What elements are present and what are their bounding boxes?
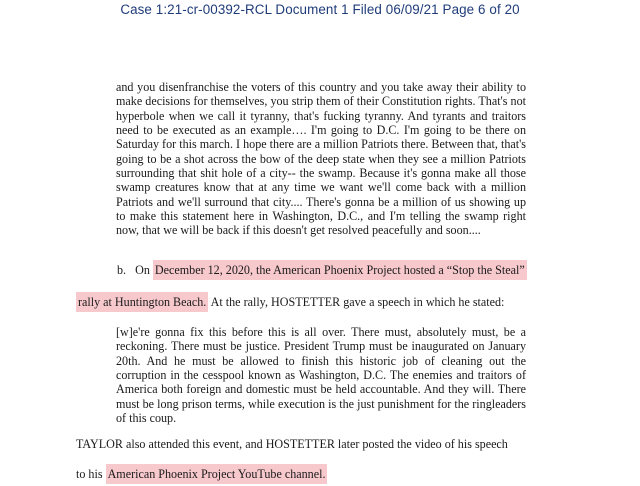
closing-line-2 xyxy=(76,467,327,482)
paragraph-b-line-1 xyxy=(117,263,527,278)
highlight-rally-location: rally at Huntington Beach. xyxy=(76,292,208,312)
block-quote-1-text: and you disenfranchise the voters of this country and you take away their ability to make decisions for themselves, you strip them of their Constitution rights. That's not hyperbole when we call it tyranny, that's fucking tyranny. And tyrants and traitors need to be executed as an example…. I'm going to D.C. I'm going to be there on Saturday for this march. I hope there are a million Patriots there. Between that, that's going to be a shot across the bow of the deep state when they see a million Patriots surrounding that shit hole of a city-- the swamp. Because it's gonna make all those swamp creatures know that at any time we want we'll come back with a million Patriots and we'll surround that city.... There's gonna be a million of us showing up to make this statement here in Washington, D.C., and I'm telling the swamp right now, that we will be back if this doesn't get resolved peacefully and soon.... xyxy=(116,80,526,238)
block-quote-2-text: [w]e're gonna fix this before this is all over. There must, absolutely must, be a reckoning. There must be justice. President Trump must be inaugurated on January 20th. And he must be allowed to finish this historic job of cleaning out the corruption in the cesspool known as Washington, D.C. The enemies and traitors of America both foreign and domestic must be held accountable. And they will. There must be long prison terms, while execution is the just punishment for the ringleaders of this coup. xyxy=(116,325,526,426)
block-quote-2 xyxy=(116,325,526,425)
block-quote-1 xyxy=(116,80,526,238)
highlight-youtube-channel: American Phoenix Project YouTube channel. xyxy=(106,464,328,484)
closing-line-2-start: to his xyxy=(76,467,103,481)
closing-line-1: TAYLOR also attended this event, and HOSTETTER later posted the video of his speech xyxy=(76,437,508,451)
paragraph-on: On xyxy=(135,263,150,277)
paragraph-b-line-2 xyxy=(76,295,504,310)
paragraph-b-rest: At the rally, HOSTETTER gave a speech in which he stated: xyxy=(210,295,505,309)
highlight-december-event: December 12, 2020, the American Phoenix Project hosted a “Stop the Steal” xyxy=(153,260,527,280)
paragraph-label: b. xyxy=(117,263,127,277)
case-header: Case 1:21-cr-00392-RCL Document 1 Filed 06/09/21 Page 6 of 20 xyxy=(120,2,520,17)
